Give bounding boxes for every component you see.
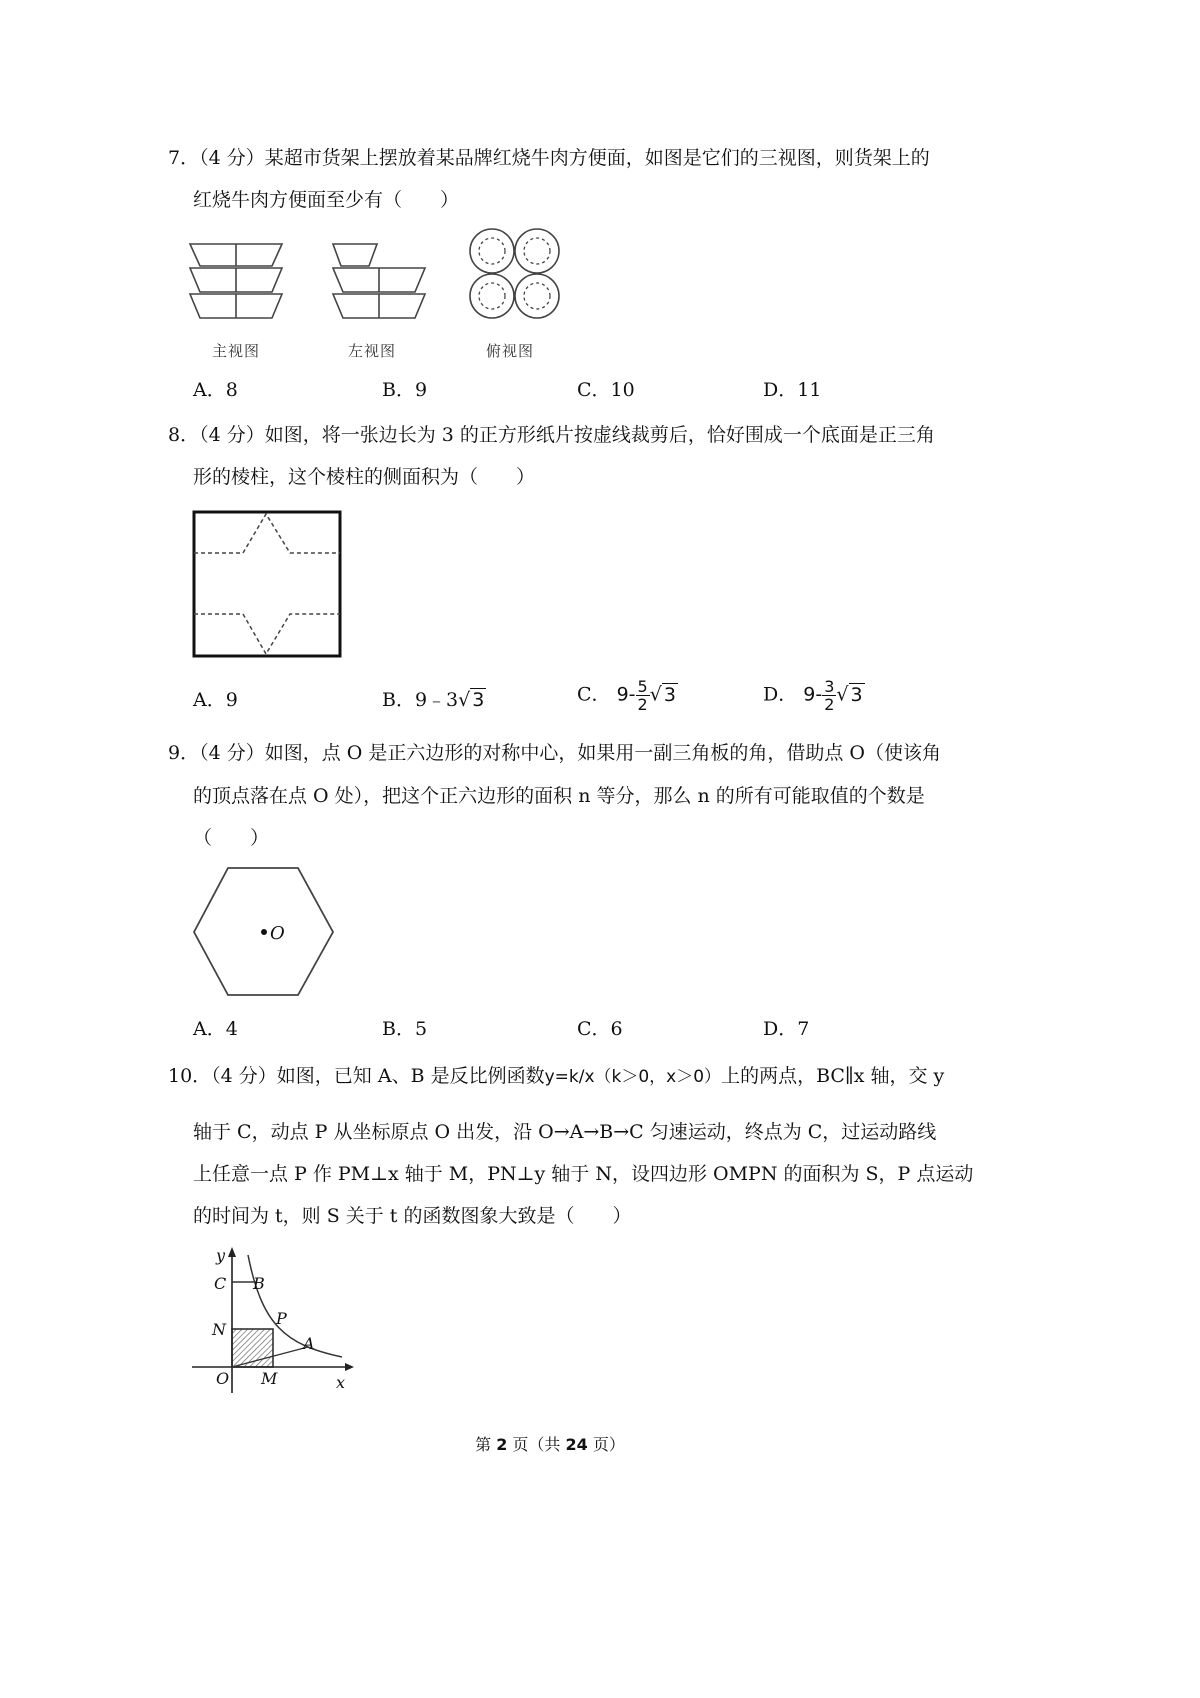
footer-mid: 页（共: [507, 1435, 566, 1454]
sqrt-symbol: √ 3: [649, 683, 676, 706]
q10-formula: y=k/x（k＞0，x＞0）: [544, 1067, 722, 1087]
label-a: A: [303, 1334, 315, 1353]
q7-option-d: D．11: [763, 379, 822, 401]
left-view-caption: 左视图: [348, 342, 397, 360]
q9-option-d: D．7: [763, 1018, 810, 1040]
q8-option-d-prefix: D．: [763, 683, 798, 706]
label-c: C: [214, 1274, 227, 1293]
q7-option-a: A．8: [193, 379, 238, 401]
front-view-caption: 主视图: [212, 342, 261, 360]
q9-hexagon-figure: [188, 862, 340, 1002]
footer-page-number: 2: [496, 1435, 508, 1454]
label-x: x: [336, 1373, 346, 1392]
q7-option-c: C．10: [577, 379, 635, 401]
cut-lines: [194, 514, 340, 654]
q10-stem-line1-end: 上的两点，BC∥x 轴，交 y: [721, 1065, 945, 1087]
page-footer: [0, 1432, 1100, 1455]
q10-stem-line1-start: 10．（4 分）如图，已知 A、B 是反比例函数: [168, 1065, 545, 1087]
top-view-caption: 俯视图: [486, 342, 535, 360]
q8-option-d-fraction: [822, 678, 836, 713]
q9-stem-line3: （ ）: [193, 827, 270, 849]
q8-option-d-lead: 9-: [803, 683, 823, 706]
label-o: O: [216, 1369, 230, 1388]
front-view-drawing: [190, 244, 282, 318]
q8-option-c-lead: 9-: [616, 683, 636, 706]
q9-stem-line2: 的顶点落在点 O 处），把这个正六边形的面积 n 等分，那么 n 的所有可能取值的个数是: [193, 785, 925, 807]
q8-option-b-radicand: 3: [472, 689, 485, 711]
q8-option-d-numerator: 3: [824, 677, 835, 696]
q8-option-d-radicand: 3: [850, 683, 863, 706]
label-n: N: [212, 1320, 226, 1339]
top-view-drawing: [470, 229, 559, 318]
q8-option-c: [577, 678, 678, 713]
point-o-label: O: [270, 923, 285, 944]
q9-option-b: B．5: [382, 1018, 428, 1040]
q7-stem-line1: 7．（4 分）某超市货架上摆放着某品牌红烧牛肉方便面，如图是它们的三视图，则货架上的: [168, 147, 930, 169]
q7-option-b: B．9: [382, 379, 428, 401]
q10-stem-line2: 轴于 C，动点 P 从坐标原点 O 出发，沿 O→A→B→C 匀速运动，终点为 C，过运动路线: [193, 1121, 937, 1143]
center-point: [261, 929, 267, 935]
q9-stem-line1: 9．（4 分）如图，点 O 是正六边形的对称中心，如果用一副三角板的角，借助点 O（使该角: [168, 742, 941, 764]
left-view-drawing: [333, 244, 425, 318]
q8-option-b: [382, 688, 486, 712]
q8-option-c-numerator: 5: [637, 677, 648, 696]
q9-option-a: A．4: [193, 1018, 238, 1040]
q7-stem-line2: 红烧牛肉方便面至少有（ ）: [193, 189, 460, 211]
q8-option-c-fraction: [636, 678, 650, 713]
footer-post: 页）: [587, 1435, 625, 1454]
x-axis-arrow-icon: [345, 1363, 354, 1371]
q8-option-c-denominator: 2: [637, 695, 648, 714]
q8-option-b-prefix: B．9﹣3: [382, 689, 459, 711]
q8-option-a: A．9: [193, 689, 238, 711]
q8-option-c-prefix: C．: [577, 683, 611, 706]
footer-total-pages: 24: [565, 1435, 588, 1454]
q9-option-c: C．6: [577, 1018, 623, 1040]
q10-stem-line3: 上任意一点 P 作 PM⊥x 轴于 M，PN⊥y 轴于 N，设四边形 OMPN 的面积为 S，P 点运动: [193, 1163, 974, 1185]
q8-option-c-radicand: 3: [663, 683, 676, 706]
label-m: M: [261, 1369, 278, 1388]
label-p: P: [276, 1309, 287, 1328]
footer-pre: 第: [475, 1435, 497, 1454]
q8-stem-line2: 形的棱柱，这个棱柱的侧面积为（ ）: [193, 466, 536, 488]
q8-option-d: [763, 678, 865, 713]
q8-square-paper-figure: [190, 508, 346, 660]
q8-stem-line1: 8．（4 分）如图，将一张边长为 3 的正方形纸片按虚线裁剪后，恰好围成一个底面是正三角: [168, 424, 935, 446]
label-y: y: [216, 1246, 226, 1265]
label-b: B: [253, 1274, 265, 1293]
sqrt-symbol: √ 3: [458, 689, 485, 711]
sqrt-symbol: √ 3: [836, 683, 863, 706]
q8-option-d-denominator: 2: [824, 695, 835, 714]
y-axis-arrow-icon: [228, 1247, 236, 1257]
q10-stem-line4: 的时间为 t，则 S 关于 t 的函数图象大致是（ ）: [193, 1205, 632, 1227]
q10-stem-line1: [168, 1064, 944, 1089]
square-outline: [194, 512, 340, 656]
